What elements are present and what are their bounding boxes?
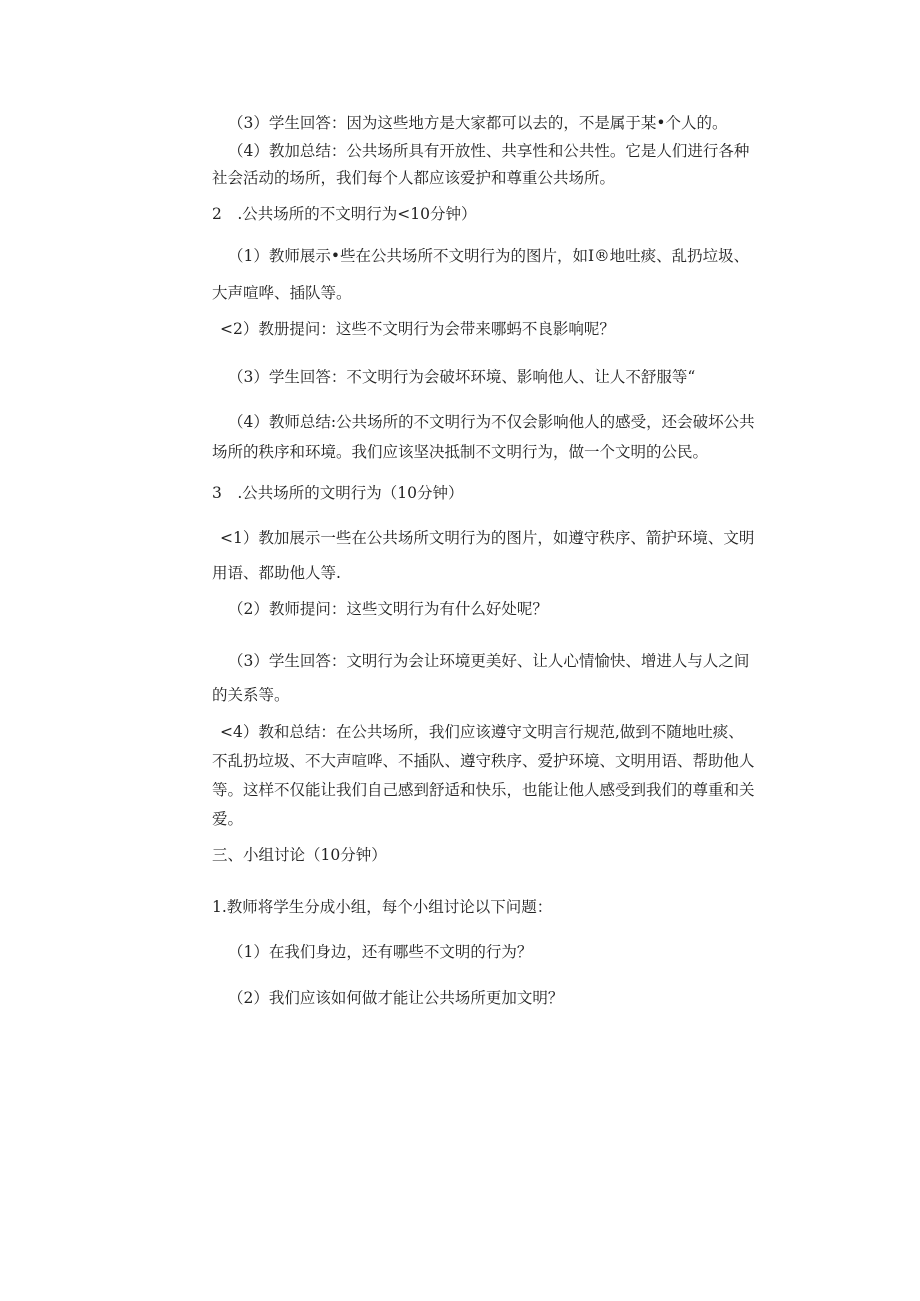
intro-item-4-line-2: 社会活动的场所，我们每个人都应该爱护和尊重公共场所。 bbox=[212, 169, 616, 187]
section-3-question-1: （1）在我们身边，还有哪些不文明的行为？ bbox=[228, 943, 533, 961]
section-3-question-2: （2）我们应该如何做才能让公共场所更加文明？ bbox=[228, 989, 564, 1007]
part-2-item-1-line-1: （1）教师展示•些在公共场所不文明行为的图片，如I®地吐痰、乱扔垃圾、 bbox=[228, 247, 750, 265]
part-3-item-1-line-2: 用语、都助他人等. bbox=[212, 564, 341, 582]
part-3-item-3-line-1: （3）学生回答：文明行为会让环境更美好、让人心情愉快、增进人与人之间 bbox=[228, 652, 750, 670]
intro-item-3: （3）学生回答：因为这些地方是大家都可以去的，不是属于某•个人的。 bbox=[228, 114, 728, 132]
part-3-item-4-line-3: 等。这样不仅能让我们自己感到舒适和快乐，也能让他人感受到我们的尊重和关 bbox=[212, 781, 755, 799]
part-2-item-4-line-1: （4）教师总结:公共场所的不文明行为不仅会影响他人的感受，还会破坏公共 bbox=[228, 413, 755, 431]
section-3-heading: 三、小组讨论（10分钟） bbox=[212, 846, 387, 864]
part-2-item-3: （3）学生回答：不文明行为会破坏环境、影响他人、让人不舒服等“ bbox=[228, 368, 696, 386]
part-3-heading: 3 .公共场所的文明行为（10分钟） bbox=[212, 484, 464, 502]
part-2-item-2: <2）教册提问：这些不文明行为会带来哪蚂不良影响呢？ bbox=[220, 320, 615, 338]
part-3-item-4-line-2: 不乱扔垃圾、不大声喧哗、不插队、遵守秩序、爱护环境、文明用语、帮助他人 bbox=[212, 752, 755, 770]
part-3-item-4-line-1: <4）教和总结：在公共场所，我们应该遵守文明言行规范,做到不随地吐痰、 bbox=[220, 723, 744, 741]
part-3-item-3-line-2: 的关系等。 bbox=[212, 686, 290, 704]
part-3-item-2: （2）教师提问：这些文明行为有什么好处呢？ bbox=[228, 600, 548, 618]
part-3-item-1-line-1: <1）教加展示一些在公共场所文明行为的图片，如遵守秩序、箭护环境、文明 bbox=[220, 529, 755, 547]
part-2-heading: 2 .公共场所的不文明行为<10分钟） bbox=[212, 205, 477, 223]
section-3-task: 1.教师将学生分成小组，每个小组讨论以下问题： bbox=[212, 898, 553, 916]
part-2-item-1-line-2: 大声喧哗、插队等。 bbox=[212, 284, 352, 302]
part-3-item-4-line-4: 爱。 bbox=[212, 810, 244, 828]
part-2-item-4-line-2: 场所的秩序和环境。我们应该坚决抵制不文明行为，做一个文明的公民。 bbox=[212, 443, 709, 461]
intro-item-4-line-1: （4）教加总结：公共场所具有开放性、共享性和公共性。它是人们进行各种 bbox=[228, 142, 750, 160]
